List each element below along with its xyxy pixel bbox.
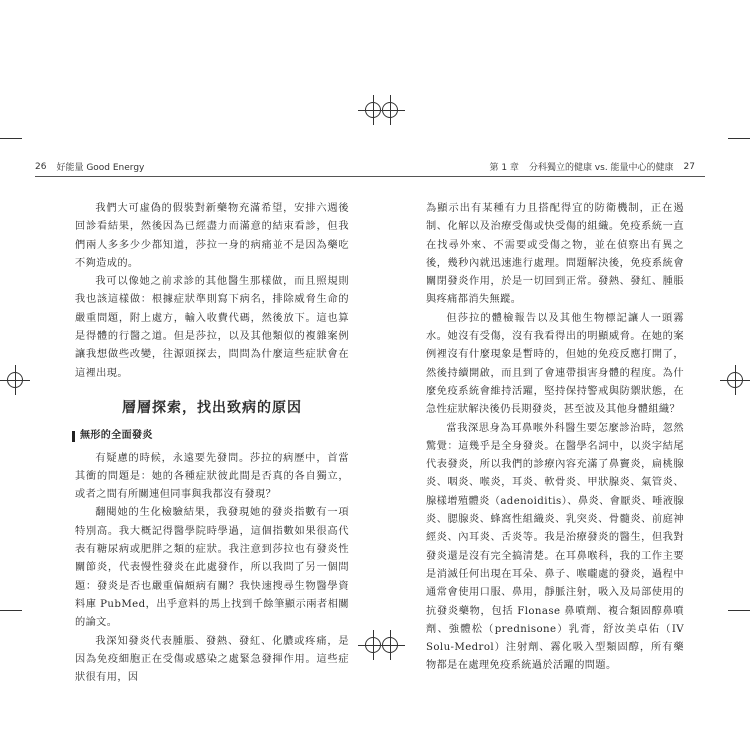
header-rule (35, 176, 375, 177)
page-number: 27 (683, 161, 695, 172)
right-body-text (426, 200, 684, 676)
registration-mark-icon (720, 365, 750, 395)
subsection-heading (72, 427, 349, 445)
right-page (375, 0, 750, 750)
left-body-text (75, 200, 349, 687)
registration-mark-icon (375, 95, 405, 125)
running-header (35, 160, 144, 173)
paragraph: 為顯示出有某種有力且搭配得宜的防衛機制，正在遏制、化解以及治療受傷或快受傷的組織。免疫系統一直在找尋外來、不需要或受傷之物，並在偵察出有異之後，幾秒內就迅速進行處理。問題解決後，免疫系統會關閉發炎作用，於是一切回到正常。發熱、發紅、腫脹與疼痛都消失無蹤。 (426, 203, 684, 306)
heading-bar-icon (72, 431, 75, 442)
running-header (489, 160, 695, 173)
paragraph: 我們大可虛偽的假裝對新藥物充滿希望，安排六週後回診看結果，然後因為已經盡力而滿意的結束看診，但我們兩人多多少少都知道，莎拉一身的病痛並不是因為藥吃不夠造成的。 (75, 203, 349, 269)
chapter-title: 分科獨立的健康 vs. 能量中心的健康 (528, 163, 674, 173)
section-title: 層層探索，找出致病的原因 (122, 399, 302, 416)
trim-mark (728, 138, 750, 139)
paragraph: 我深知發炎代表腫脹、發熱、發紅、化膿或疼痛，是因為免疫細胞正在受傷或感染之處緊急發揮作用。這些症狀很有用，因 (75, 635, 349, 684)
registration-mark-icon (375, 630, 405, 660)
book-title: 好能量 Good Energy (56, 163, 145, 173)
paragraph: 當我深思身為耳鼻喉外科醫生要怎麼診治時，忽然驚覺：這幾乎是全身發炎。在醫學名詞中，以炎字結尾代表發炎，所以我們的診療內容充滿了鼻竇炎，扁桃腺炎、咽炎、喉炎，耳炎、軟骨炎、甲狀腺炎、氣管炎、腺樣增殖體炎（adenoiditis）、鼻炎、會厭炎、唾液腺炎、腮腺炎、蜂窩性組織炎、乳突炎、骨髓炎、前庭神經炎、內耳炎、舌炎等。我是治療發炎的醫生，但我對發炎還是沒有完全搞清楚。在耳鼻喉科，我的工作主要是消滅任何出現在耳朵、鼻子、喉嚨處的發炎，過程中通常會使用口服、鼻用，靜脈注射，吸入及局部使用的抗發炎藥物，包括 Flonase 鼻噴劑、複合類固醇鼻噴劑、強體松（prednisone）乳膏，舒汝美卓佑（IV Solu-Medrol）注射劑、霧化吸入型類固醇，所有藥物都是在處理免疫系統過於活躍的問題。 (426, 422, 684, 672)
page-number: 26 (35, 161, 47, 172)
subsection-title: 無形的全面發炎 (80, 430, 153, 442)
paragraph: 翻閱她的生化檢驗結果，我發現她的發炎指數有一項特別高。我大概記得醫學院時學過，這個指數如果很高代表有糖尿病或肥胖之類的症狀。我注意到莎拉也有發炎性關節炎，代表慢性發炎在此處發作，所以我問了另一個問題：發炎是否也嚴重偏頗病有關？我快速搜尋生物醫學資料庫 PubMed，出乎意料的馬上找到千餘筆顯示兩者相關的論文。 (75, 507, 349, 629)
paragraph: 但莎拉的體檢報告以及其他生物標記讓人一頭霧水。她沒有受傷，沒有我看得出的明顯威脅。在她的案例裡沒有什麼現象是暫時的，但她的免疫反應打開了，然後持續開啟，而且到了會連帶損害身體的程度。為什麼免疫系統會維持活躍，堅持保持警戒與防禦狀態，在急性症狀解決後仍長期發炎，甚至波及其他身體組織？ (426, 312, 684, 416)
header-rule (375, 176, 705, 177)
paragraph: 我可以像她之前求診的其他醫生那樣做，而且照規則我也該這樣做：根據症狀準則寫下病名，排除威脅生命的嚴重問題，附上處方，輸入收費代碼，然後放下。這也算是得體的行醫之道。但是莎拉，以及其他類似的複雜案例讓我想做些改變，往源頭探去，問問為什麼這些症狀會在這裡出現。 (75, 276, 349, 379)
trim-mark (0, 138, 22, 139)
trim-mark (728, 610, 750, 611)
chapter-label: 第 1 章 (489, 163, 519, 173)
paragraph: 有疑慮的時候，永遠要先發問。莎拉的病歷中，首當其衝的問題是：她的各種症狀彼此間是否真的各自獨立，或者之間有所關連但同事與我都沒有發現？ (75, 452, 349, 501)
registration-mark-icon (0, 365, 30, 395)
trim-mark (0, 610, 22, 611)
